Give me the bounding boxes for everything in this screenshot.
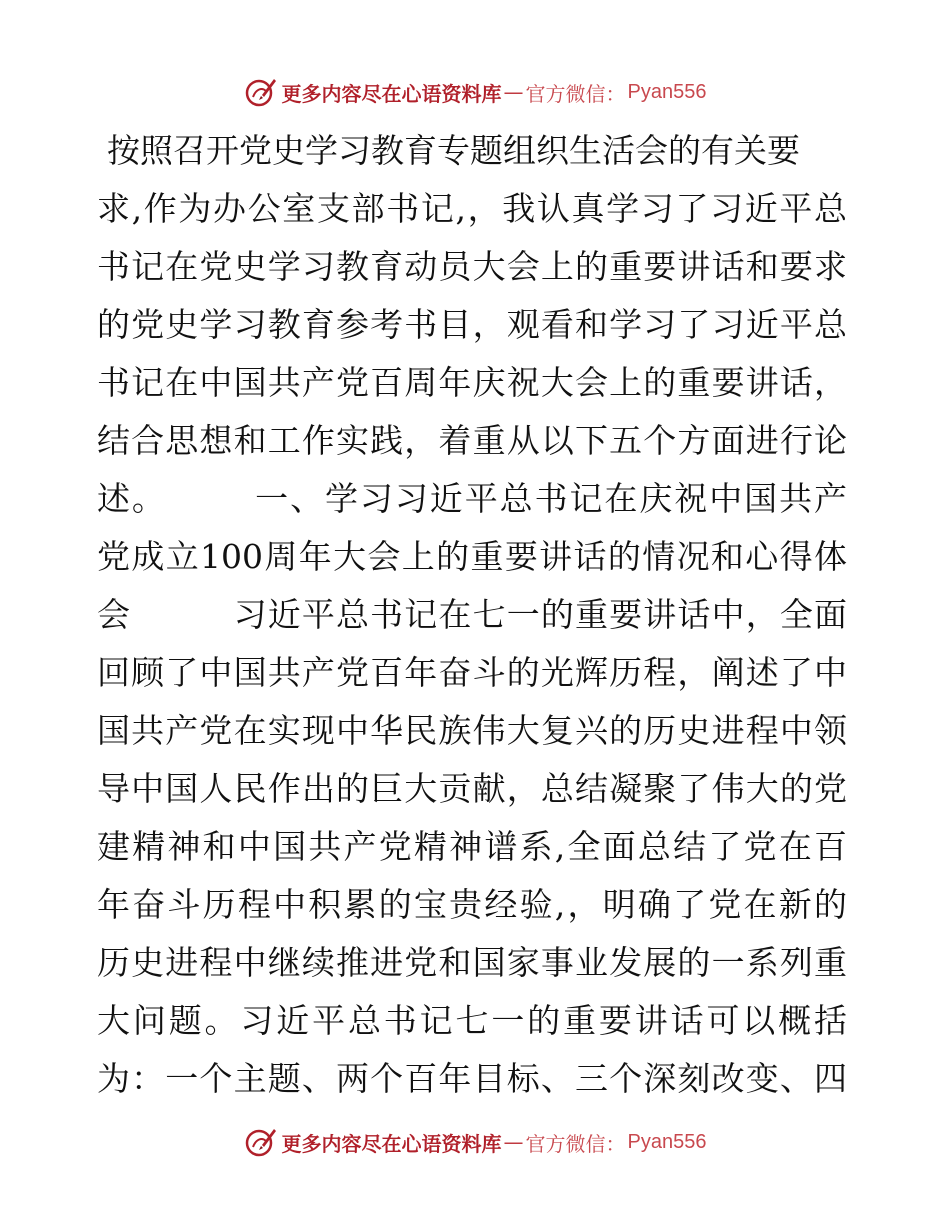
body-line: 党成立100周年大会上的重要讲话的情况和心得体 <box>97 537 847 576</box>
header-wechat-id: Pyan556 <box>627 80 707 103</box>
body-line: 年奋斗历程中积累的宝贵经验,，明确了党在新的 <box>97 885 847 924</box>
header-dash: — <box>503 80 524 104</box>
body-line: 述。 一、学习习近平总书记在庆祝中国共产 <box>97 479 847 518</box>
body-line: 的党史学习教育参考书目，观看和学习了习近平总 <box>97 305 847 344</box>
pen-logo-icon <box>244 75 278 109</box>
footer-wechat-id: Pyan556 <box>627 1130 707 1153</box>
footer-brand-text: 更多内容尽在心语资料库 <box>281 1131 502 1156</box>
body-line: 历史进程中继续推进党和国家事业发展的一系列重 <box>97 943 847 982</box>
body-line: 国共产党在实现中华民族伟大复兴的历史进程中领 <box>97 711 847 750</box>
document-body <box>97 122 847 1108</box>
footer-dash: — <box>503 1130 524 1154</box>
footer-banner <box>0 1122 950 1162</box>
body-line: 书记在中国共产党百周年庆祝大会上的重要讲话， <box>97 363 847 402</box>
body-line: 结合思想和工作实践，着重从以下五个方面进行论 <box>97 421 847 460</box>
body-line: 会 习近平总书记在七一的重要讲话中，全面 <box>97 595 847 634</box>
body-line: 按照召开党史学习教育专题组织生活会的有关要 <box>107 131 800 170</box>
body-line: 大问题。习近平总书记七一的重要讲话可以概括 <box>97 1001 847 1040</box>
header-brand-text: 更多内容尽在心语资料库 <box>281 81 502 106</box>
body-line: 书记在党史学习教育动员大会上的重要讲话和要求 <box>97 247 847 286</box>
body-line: 为：一个主题、两个百年目标、三个深刻改变、四 <box>97 1059 847 1098</box>
body-line: 建精神和中国共产党精神谱系,全面总结了党在百 <box>97 827 847 866</box>
header-official-label: 官方微信： <box>525 81 626 106</box>
body-line: 回顾了中国共产党百年奋斗的光辉历程，阐述了中 <box>97 653 847 692</box>
body-line: 导中国人民作出的巨大贡献，总结凝聚了伟大的党 <box>97 769 847 808</box>
footer-official-label: 官方微信： <box>525 1131 626 1156</box>
pen-logo-icon <box>244 1125 278 1159</box>
body-line: 求,作为办公室支部书记,，我认真学习了习近平总 <box>97 189 847 228</box>
header-banner <box>0 72 950 112</box>
